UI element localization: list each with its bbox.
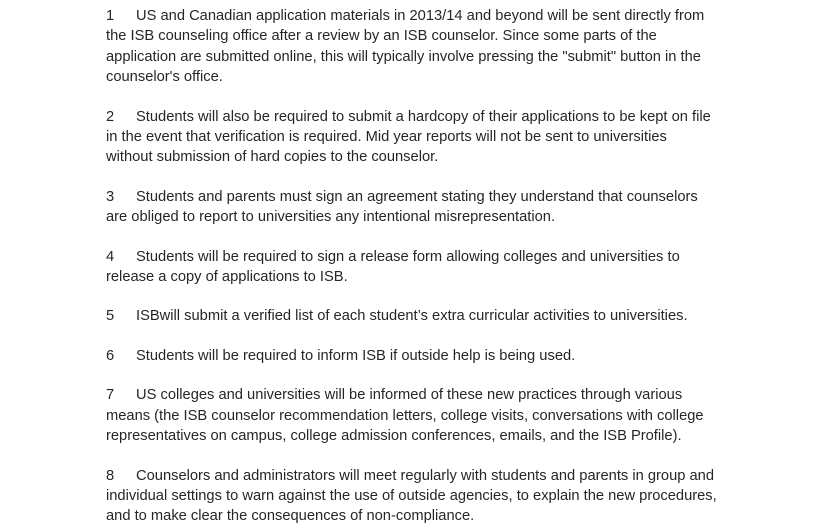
list-item-text: Students will also be required to submit a hardcopy of their applications to be kept on file in the event that verification is required. Mid year reports will not be sent to universities without submission of hard copies to the counselor. [106, 108, 711, 166]
list-item-number: 5 [106, 308, 115, 325]
list-item [106, 247, 717, 288]
list-item-number: 8 [106, 467, 115, 484]
list-item-text: US colleges and universities will be informed of these new practices through various means (the ISB counselor recommendation letters, college visits, conversations with college representatives on campus, college admission conferences, emails, and the ISB Profile). [106, 387, 704, 445]
list-item-text: Students will be required to sign a release form allowing colleges and universities to release a copy of applications to ISB. [106, 248, 680, 286]
list-item-number: 3 [106, 188, 115, 205]
list-item [106, 466, 717, 527]
list-item [106, 385, 717, 446]
list-item-number: 2 [106, 108, 115, 125]
list-item [106, 187, 717, 228]
list-item-text: Counselors and administrators will meet regularly with students and parents in group and individual settings to warn against the use of outside agencies, to explain the new procedures, and to make clear the consequences of non-compliance. [106, 467, 717, 525]
list-item-number: 6 [106, 347, 115, 364]
list-item-text: US and Canadian application materials in 2013/14 and beyond will be sent directly from the ISB counseling office after a review by an ISB counselor. Since some parts of the application are submitted online, this will typically involve pressing the "submit" button in the counselor's office. [106, 8, 705, 86]
list-item-text: Students and parents must sign an agreement stating they understand that counselors are obliged to report to universities any intentional misrepresentation. [106, 188, 698, 226]
list-item-number: 7 [106, 387, 115, 404]
list-item [106, 107, 717, 168]
list-item [106, 6, 717, 88]
list-item-number: 1 [106, 8, 115, 24]
list-item [106, 306, 717, 326]
list-item [106, 346, 717, 366]
list-item-text: ISBwill submit a verified list of each student’s extra curricular activities to universities. [136, 308, 688, 325]
list-item-text: Students will be required to inform ISB if outside help is being used. [136, 347, 576, 364]
list-item-number: 4 [106, 248, 115, 265]
